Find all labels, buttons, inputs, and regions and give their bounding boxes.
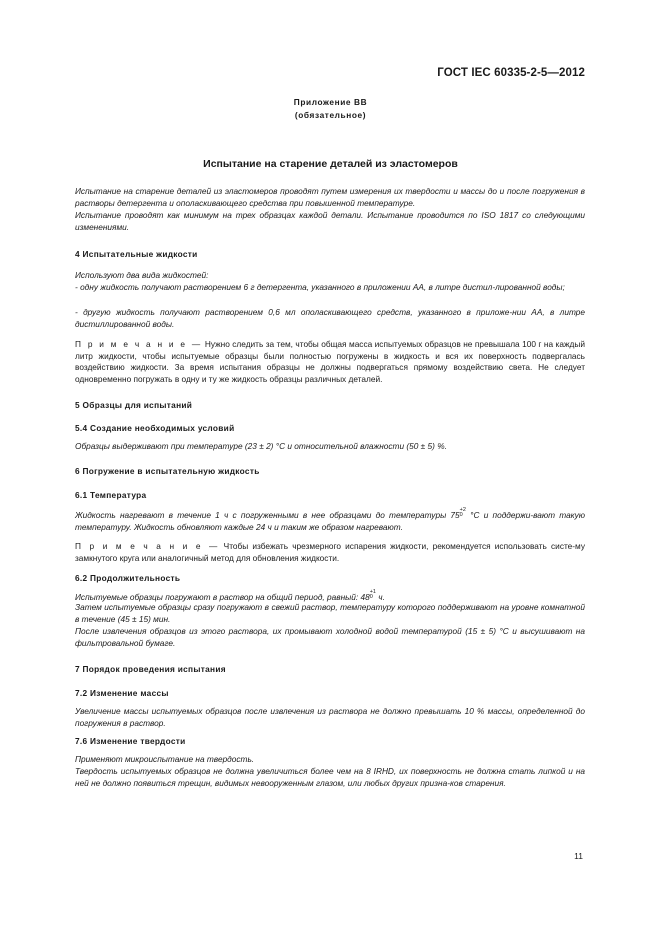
section-6-2-paragraph-3: После извлечения образцов из этого раствора, их промывают холодной водой температурой (15 ± 5) °С и высушивают на фильтровальной бумаге. [75,626,585,648]
section-5-4-heading: 5.4 Создание необходимых условий [75,423,235,433]
section-7-6-heading: 7.6 Изменение твердости [75,736,186,746]
annex-title: Приложение ВВ [293,97,368,107]
intro-paragraph-2: Испытание проводят как минимум на трех образцах каждой детали. Испытание проводится по ISO 1817 со следующими изменениями. [75,210,585,232]
section-6-heading: 6 Погружение в испытательную жидкость [75,466,260,476]
section-7-6-paragraph-2: Твердость испытуемых образцов не должна увеличиться более чем на 8 IRHD, их поверхность не должна стать липкой и на ней не должно появиться трещин, видимых невооруженным глазом, или любых других призна-ков старения. [75,766,585,788]
temperature-tolerance: +2 0 [459,507,466,518]
section-4-list-item-2: - другую жидкость получают растворением 0,6 мл ополаскивающего средств, указанного в приложе-нии АА, в литре дистиллированной воды. [75,307,585,329]
section-6-2-paragraph-1: Испытуемые образцы погружают в раствор на общий период, равный: 48+1 0 ч. [75,589,385,602]
page-number: 11 [574,851,583,861]
duration-tolerance: +1 0 [369,589,376,600]
section-7-2-heading: 7.2 Изменение массы [75,688,169,698]
section-6-1-note: П р и м е ч а н и е — Чтобы избежать чрезмерного испарения жидкости, рекомендуется использовать систе-му замкнутого круга или аналогичный метод для обновления жидкости. [75,541,585,563]
note-label: П р и м е ч а н и е — [75,541,220,551]
intro-paragraph-1: Испытание на старение деталей из эластомеров проводят путем измерения их твердости и массы до и после погружения в растворы детергента и ополаскивающего средства при повышенной температуре. [75,186,585,208]
section-7-2-paragraph: Увеличение массы испытуемых образцов после извлечения из раствора не должно превышать 10 % массы, определенной до погружения в раствор. [75,706,585,728]
section-6-1-heading: 6.1 Температура [75,490,147,500]
section-4-list-item-1: - одну жидкость получают растворением 6 г детергента, указанного в приложении АА, в литре дистил-лированной воды; [75,282,565,292]
section-6-1-paragraph: Жидкость нагревают в течение 1 ч с погруженными в нее образцами до температуры 75+2 0 °С и поддержи-вают такую температуру. Жидкость обновляют каждые 24 ч и таким же образом нагревают. [75,507,585,532]
section-5-heading: 5 Образцы для испытаний [75,400,193,410]
section-7-heading: 7 Порядок проведения испытания [75,664,226,674]
standard-header: ГОСТ IEC 60335-2-5—2012 [437,67,585,79]
section-4-note: П р и м е ч а н и е — Нужно следить за тем, чтобы общая масса испытуемых образцов не превышала 100 г на каждый литр жидкости, чтобы испытуемые образцы были полностью погружены в жидкость и вся их поверхность подвергалась воздействию жидкости. За время испытания образцы не должны подвергаться прямому воздействию света. Не следует одновременно погружать в одну и ту же жидкость образцы различных деталей. [75,339,585,384]
note-label: П р и м е ч а н и е — [75,339,203,349]
section-6-2-paragraph-2: Затем испытуемые образцы сразу погружают в свежий раствор, температуру которого поддерживают на уровне комнатной в течение (45 ± 15) мин. [75,602,585,624]
section-4-heading: 4 Испытательные жидкости [75,249,198,259]
section-5-4-paragraph: Образцы выдерживают при температуре (23 ± 2) °С и относительной влажности (50 ± 5) %. [75,441,447,451]
section-4-paragraph: Используют два вида жидкостей: [75,270,209,280]
annex-status: (обязательное) [294,110,367,120]
section-6-2-heading: 6.2 Продолжительность [75,573,181,583]
section-7-6-paragraph-1: Применяют микроиспытание на твердость. [75,754,255,764]
document-title: Испытание на старение деталей из эластомеров [203,158,458,170]
